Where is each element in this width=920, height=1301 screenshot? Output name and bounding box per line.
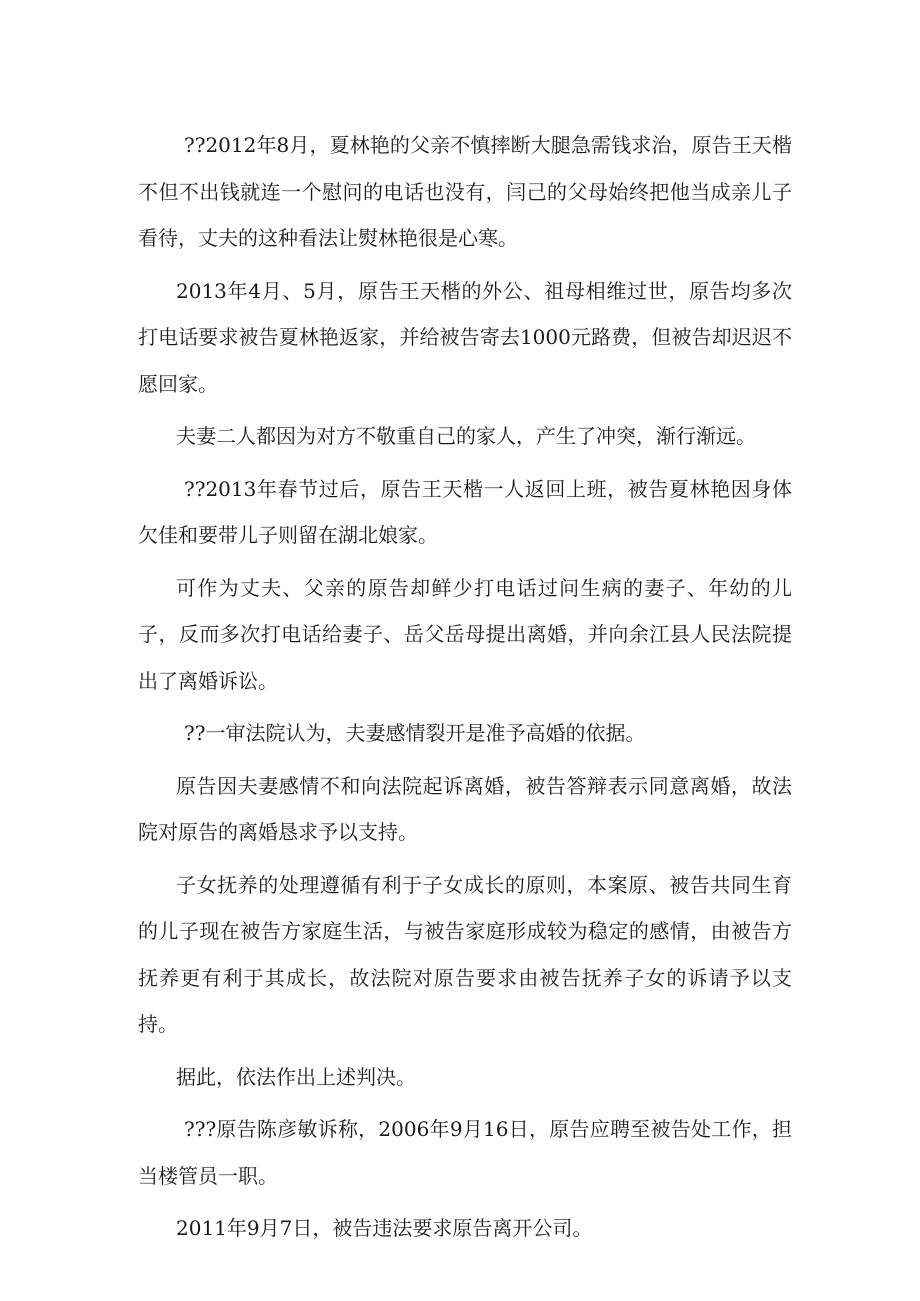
paragraph-4: ??2013年春节过后，原告王天楷一人返回上班，被告夏林艳因身体欠佳和要带儿子则留在湖北娘家。 xyxy=(138,476,792,547)
paragraph-5: 可作为丈夫、父亲的原告却鲜少打电话过问生病的妻子、年幼的儿子，反而多次打电话给妻子、岳父岳母提出离婚，并向余江县人民法院提出了离婚诉讼。 xyxy=(138,575,792,693)
paragraph-11: 2011年9月7日，被告违法要求原告离开公司。 xyxy=(176,1216,593,1240)
paragraph-7: 原告因夫妻感情不和向法院起诉离婚，被告答辩表示同意离婚，故法院对原告的离婚恳求予以支持。 xyxy=(138,773,792,844)
paragraph-9: 据此，依法作出上述判决。 xyxy=(176,1064,416,1089)
paragraph-8: 子女抚养的处理遵循有利于子女成长的原则，本案原、被告共同生育的儿子现在被告方家庭生活，与被告家庭形成较为稳定的感情，由被告方抚养更有利于其成长，故法院对原告要求由被告抚养子女的诉请予以支持。 xyxy=(138,872,792,1036)
paragraph-2: 2013年4月、5月，原告王天楷的外公、祖母相维过世，原告均多次打电话要求被告夏林艳返家，并给被告寄去1000元路费，但被告却迟迟不愿回家。 xyxy=(138,278,792,396)
paragraph-6: ??一审法院认为，夫妻感情裂开是准予高婚的依据。 xyxy=(184,721,646,745)
paragraph-3: 夫妻二人都因为对方不敬重自己的家人，产生了冲突，渐行渐远。 xyxy=(176,424,756,448)
paragraph-1: ??2012年8月，夏林艳的父亲不慎摔断大腿急需钱求治，原告王天楷不但不出钱就连一个慰问的电话也没有，闫己的父母始终把他当成亲儿子看待，丈夫的这种看法让熨林艳很是心寒。 xyxy=(138,133,792,250)
paragraph-10: ???原告陈彦敏诉称，2006年9月16日，原告应聘至被告处工作，担当楼管员一职。 xyxy=(138,1117,792,1188)
document-body xyxy=(138,122,792,1258)
